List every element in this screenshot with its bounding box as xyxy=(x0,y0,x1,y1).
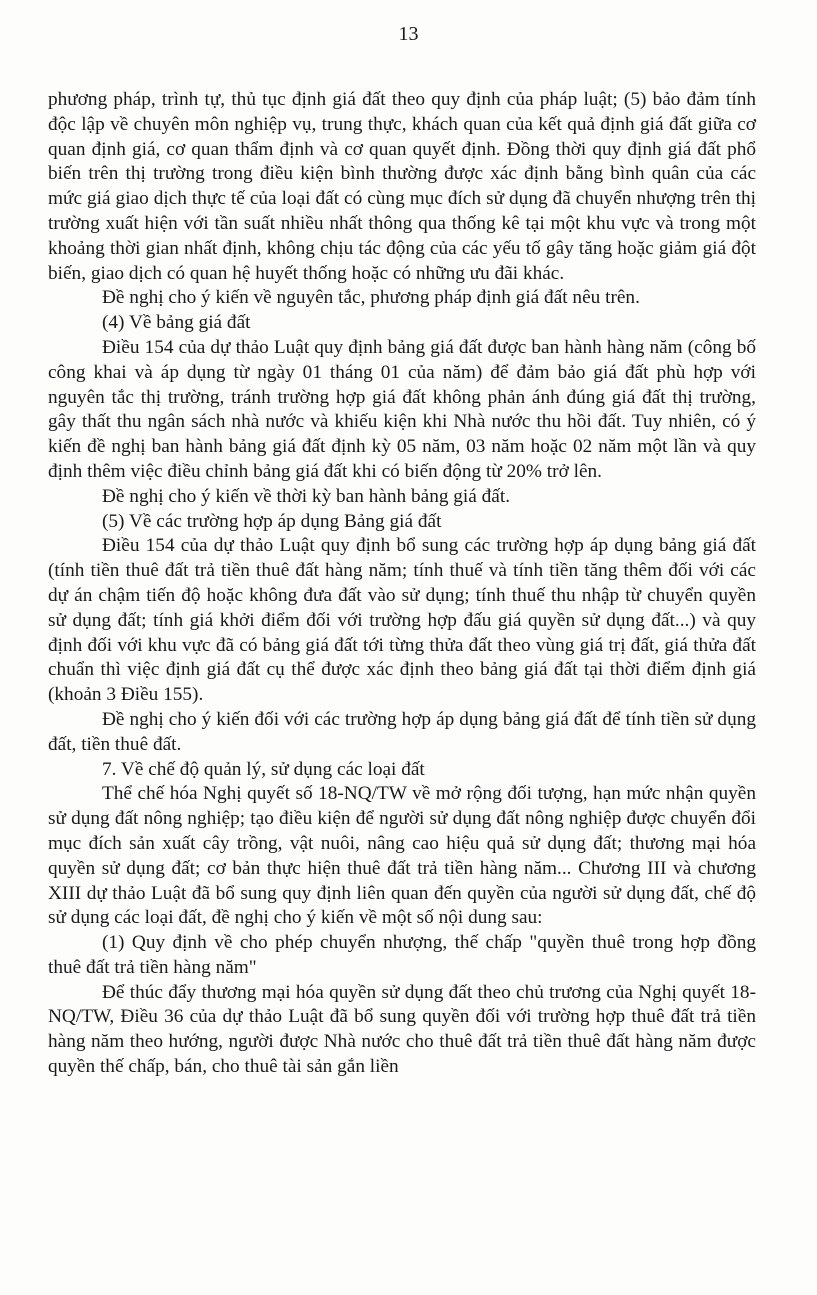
heading-land-price-table: (4) Về bảng giá đất xyxy=(102,312,251,334)
heading-price-table-application-cases: (5) Về các trường hợp áp dụng Bảng giá đất xyxy=(102,510,442,532)
paragraph-article-36-commercialization: Để thúc đẩy thương mại hóa quyền sử dụng đất theo chủ trương của Nghị quyết 18-NQ/TW, Điều 36 của dự thảo Luật đã bổ sung quyền đối với trường hợp thuê đất trả tiền hàng năm theo hướng, người được Nhà nước cho thuê đất trả tiền thuê đất hàng năm được quyền thế chấp, bán, cho thuê tài sản gắn liền xyxy=(48,981,756,1078)
paragraph-resolution-18-institutionalization: Thể chế hóa Nghị quyết số 18-NQ/TW về mở rộng đối tượng, hạn mức nhận quyền sử dụng đất nông nghiệp; tạo điều kiện để người sử dụng đất nông nghiệp được chuyển đổi mục đích sản xuất cây trồng, vật nuôi, nâng cao hiệu quả sử dụng đất; thương mại hóa quyền sử dụng đất; cơ bản thực hiện thuê đất trả tiền hàng năm... Chương III và chương XIII dự thảo Luật đã bổ sung quy định liên quan đến quyền của người sử dụng đất, chế độ sử dụng các loại đất, đề nghị cho ý kiến về một số nội dung sau: xyxy=(48,783,756,929)
paragraph-article-154-application-cases: Điều 154 của dự thảo Luật quy định bổ sung các trường hợp áp dụng bảng giá đất (tính tiền thuê đất trả tiền thuê đất hàng năm; tính thuế và tính tiền tăng thêm đối với các dự án chậm tiến độ hoặc không đưa đất vào sử dụng; tính thuế thu nhập từ chuyển quyền sử dụng đất; tính giá khởi điểm đối với trường hợp đấu giá quyền sử dụng đất...) và quy định đối với khu vực đã có bảng giá đất tới từng thửa đất theo vùng giá trị đất, giá thửa đất chuẩn thì việc định giá đất cụ thể được xác định theo bảng giá đất tại thời điểm định giá (khoản 3 Điều 155). xyxy=(48,535,756,706)
paragraph-article-154-price-table: Điều 154 của dự thảo Luật quy định bảng giá đất được ban hành hàng năm (công bố công khai và áp dụng từ ngày 01 tháng 01 của năm) để đảm bảo giá đất phù hợp với nguyên tắc thị trường, tránh trường hợp giá đất không phản ánh đúng giá đất thị trường, gây thất thu ngân sách nhà nước và khiếu kiện khi Nhà nước thu hồi đất. Tuy nhiên, có ý kiến đề nghị ban hành bảng giá đất định kỳ 05 năm, 03 năm hoặc 02 năm một lần và quy định thêm việc điều chỉnh bảng giá đất khi có biến động từ 20% trở lên. xyxy=(48,336,756,482)
paragraph-request-issuance-period: Đề nghị cho ý kiến về thời kỳ ban hành bảng giá đất. xyxy=(102,485,511,507)
heading-lease-right-transfer: (1) Quy định về cho phép chuyển nhượng, thế chấp "quyền thuê trong hợp đồng thuê đất trả tiền hàng năm" xyxy=(48,932,756,978)
paragraph-request-application-opinion: Đề nghị cho ý kiến đối với các trường hợp áp dụng bảng giá đất để tính tiền sử dụng đất, tiền thuê đất. xyxy=(48,708,756,755)
paragraph-request-valuation-opinion: Đề nghị cho ý kiến về nguyên tắc, phương pháp định giá đất nêu trên. xyxy=(102,287,640,309)
document-body xyxy=(48,88,756,1080)
page-number: 13 xyxy=(398,23,419,45)
paragraph-land-valuation-principles: phương pháp, trình tự, thủ tục định giá đất theo quy định của pháp luật; (5) bảo đảm tính độc lập về chuyên môn nghiệp vụ, trung thực, khách quan của kết quả định giá đất giữa cơ quan định giá, cơ quan thẩm định và cơ quan quyết định. Đồng thời quy định giá đất phổ biến trên thị trường trong điều kiện bình thường được xác định bằng bình quân của các mức giá giao dịch thực tế của loại đất có cùng mục đích sử dụng đã chuyển nhượng trên thị trường xuất hiện với tần suất nhiều nhất thông qua thống kê tại một khu vực và trong một khoảng thời gian nhất định, không chịu tác động của các yếu tố gây tăng hoặc giảm giá đột biến, giao dịch có quan hệ huyết thống hoặc có những ưu đãi khác. xyxy=(48,89,756,284)
heading-land-management-regime: 7. Về chế độ quản lý, sử dụng các loại đất xyxy=(102,758,425,780)
